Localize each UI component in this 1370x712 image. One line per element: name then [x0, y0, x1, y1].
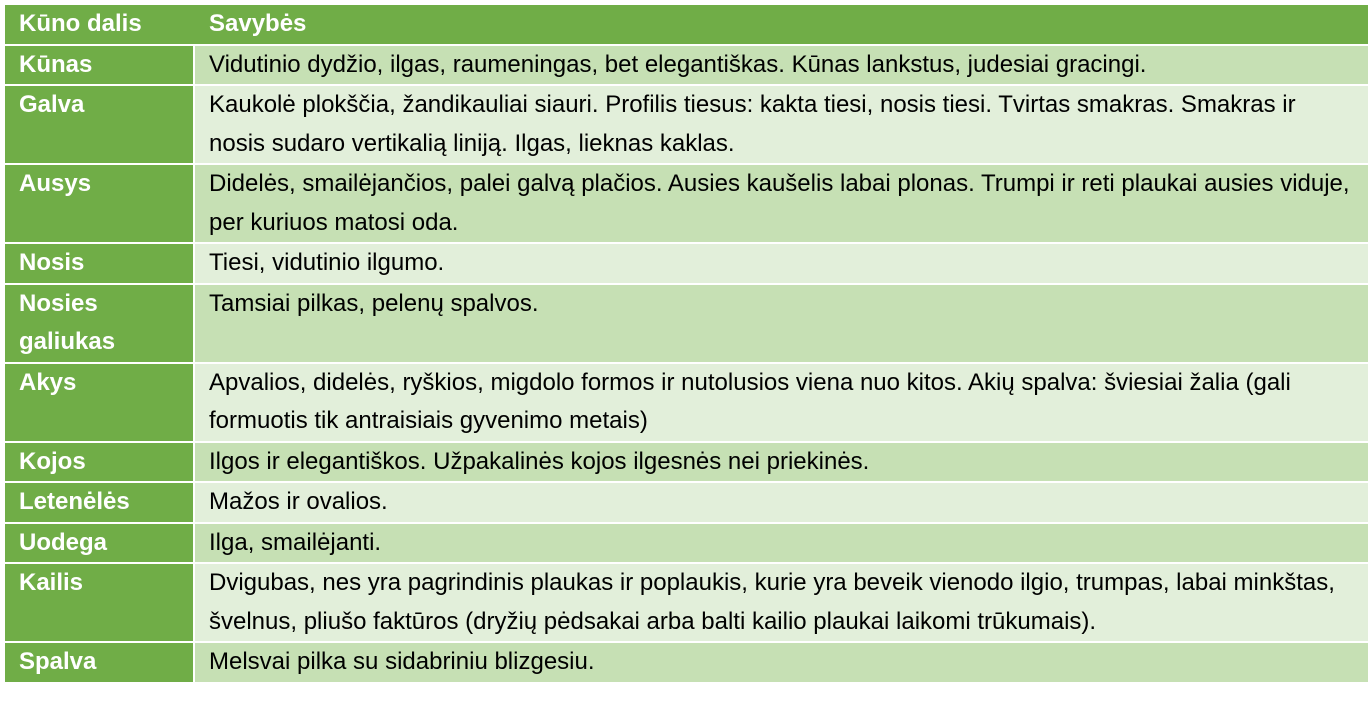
table-row [5, 642, 1368, 683]
table-row [5, 363, 1368, 442]
row-part-nosies-galiukas: Nosies galiukas [5, 284, 194, 363]
table-row [5, 45, 1368, 86]
table-row [5, 482, 1368, 523]
table-row [5, 563, 1368, 642]
row-part-uodega: Uodega [5, 523, 194, 564]
row-traits-akys: Apvalios, didelės, ryškios, migdolo formos ir nutolusios viena nuo kitos. Akių spalva: šviesiai žalia (gali formuotis tik antraisiais gyvenimo metais) [194, 363, 1368, 442]
table-row [5, 523, 1368, 564]
breed-traits-table-container [5, 5, 1368, 684]
table-row [5, 85, 1368, 164]
table-row [5, 164, 1368, 243]
breed-traits-table [5, 5, 1368, 684]
row-traits-ausys: Didelės, smailėjančios, palei galvą plačios. Ausies kaušelis labai plonas. Trumpi ir reti plaukai ausies viduje, per kuriuos matosi oda. [194, 164, 1368, 243]
row-part-kojos: Kojos [5, 442, 194, 483]
row-traits-letenelės: Mažos ir ovalios. [194, 482, 1368, 523]
row-traits-kailis: Dvigubas, nes yra pagrindinis plaukas ir poplaukis, kurie yra beveik vienodo ilgio, trumpas, labai minkštas, švelnus, pliušo faktūros (dryžių pėdsakai arba balti kailio plaukai laikomi trūkumais). [194, 563, 1368, 642]
row-traits-galva: Kaukolė plokščia, žandikauliai siauri. Profilis tiesus: kakta tiesi, nosis tiesi. Tvirtas smakras. Smakras ir nosis sudaro vertikalią liniją. Ilgas, lieknas kaklas. [194, 85, 1368, 164]
table-body [5, 45, 1368, 683]
table-row [5, 442, 1368, 483]
row-part-galva: Galva [5, 85, 194, 164]
row-part-nosis: Nosis [5, 243, 194, 284]
row-traits-uodega: Ilga, smailėjanti. [194, 523, 1368, 564]
row-traits-nosis: Tiesi, vidutinio ilgumo. [194, 243, 1368, 284]
row-part-letenelės: Letenėlės [5, 482, 194, 523]
header-traits: Savybės [194, 5, 1368, 45]
row-traits-kunas: Vidutinio dydžio, ilgas, raumeningas, bet elegantiškas. Kūnas lankstus, judesiai gracingi. [194, 45, 1368, 86]
table-row [5, 243, 1368, 284]
row-part-akys: Akys [5, 363, 194, 442]
row-traits-nosies-galiukas: Tamsiai pilkas, pelenų spalvos. [194, 284, 1368, 363]
row-traits-kojos: Ilgos ir elegantiškos. Užpakalinės kojos ilgesnės nei priekinės. [194, 442, 1368, 483]
table-header [5, 5, 1368, 45]
header-row [5, 5, 1368, 45]
row-part-ausys: Ausys [5, 164, 194, 243]
table-row [5, 284, 1368, 363]
row-part-kailis: Kailis [5, 563, 194, 642]
header-body-part: Kūno dalis [5, 5, 194, 45]
row-traits-spalva: Melsvai pilka su sidabriniu blizgesiu. [194, 642, 1368, 683]
row-part-spalva: Spalva [5, 642, 194, 683]
row-part-kunas: Kūnas [5, 45, 194, 86]
